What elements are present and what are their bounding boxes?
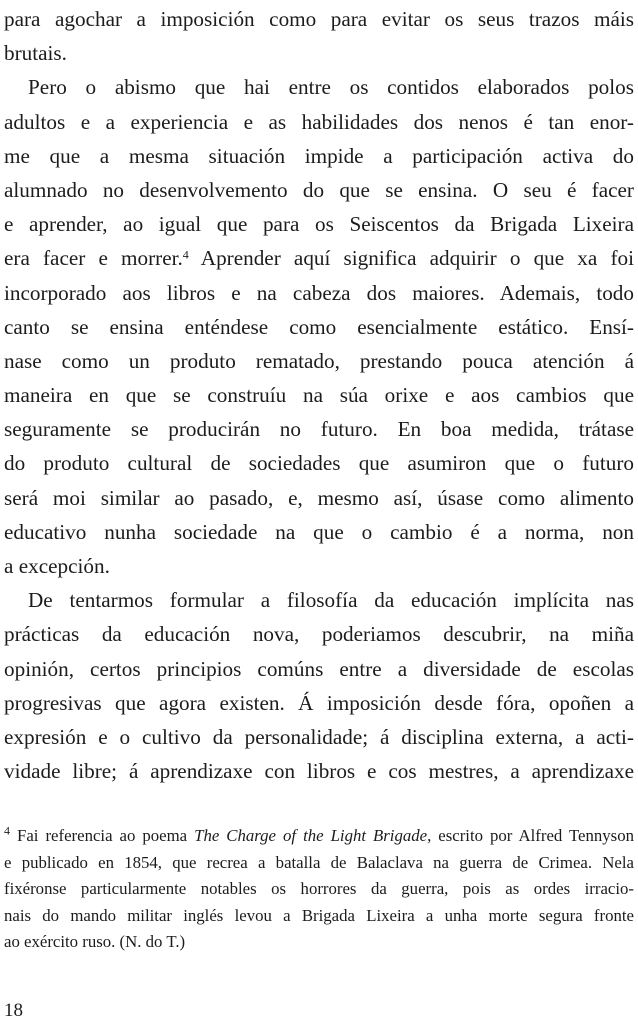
footnote-line: nais do mando militar inglés levou a Brigada Lixeira a unha morte segura fronte — [4, 905, 634, 925]
text-line: educativo nunha sociedade na que o cambio é a norma, non — [4, 519, 634, 544]
text-line: expresión e o cultivo da personalidade; á disciplina externa, a acti- — [4, 724, 634, 749]
text-line: seguramente se producirán no futuro. En boa medida, trátase — [4, 417, 634, 442]
footnote-line: ao exército ruso. (N. do T.) — [4, 932, 186, 951]
text-line: incorporado aos libros e na cabeza dos maiores. Ademais, todo — [4, 280, 634, 305]
text-line: me que a mesma situación impide a participación activa do — [4, 143, 634, 168]
footnote-line: e publicado en 1854, que recrea a batalla de Balaclava na guerra de Crimea. Nela — [4, 852, 634, 872]
footnote-number: 4 — [4, 823, 10, 838]
text-line: era facer e morrer.$^4$ Aprender aquí significa adquirir o que xa foi — [4, 246, 634, 271]
body-text — [4, 2, 634, 788]
text-line: para agochar a imposición como para evitar os seus trazos máis — [4, 7, 634, 31]
text-line: vidade libre; á aprendizaxe con libros e cos mestres, a aprendizaxe — [4, 759, 634, 784]
footnote-line: fixéronse particularmente notables os horrores da guerra, pois as ordes irracio- — [4, 879, 634, 898]
text-line: nase como un produto rematado, prestando pouca atención á — [4, 348, 634, 373]
poem-title: The Charge of the Light Brigade — [194, 826, 428, 845]
footnotes — [4, 823, 634, 956]
text-line: a excepción. — [4, 554, 110, 578]
text-line: Pero o abismo que hai entre os contidos elaborados polos — [28, 75, 634, 100]
text-line: canto se ensina enténdese como esencialmente estático. Ensí- — [4, 314, 634, 339]
text-line: será moi similar ao pasado, e, mesmo así, úsase como alimento — [4, 485, 634, 510]
text-line: De tentarmos formular a filosofía da educación implícita nas — [28, 588, 634, 613]
footnote-marker: 4 — [182, 247, 189, 262]
text-line: e aprender, ao igual que para os Seiscentos da Brigada Lixeira — [4, 212, 634, 237]
page-number: 18 — [4, 1000, 23, 1021]
text-line: progresivas que agora existen. Á imposición desde fóra, opoñen a — [4, 690, 634, 715]
text-line: prácticas da educación nova, poderiamos descubrir, na miña — [4, 622, 634, 647]
text-line: opinión, certos principios comúns entre a diversidade de escolas — [4, 656, 634, 681]
text-line: adultos e a experiencia e as habilidades dos nenos é tan enor- — [4, 109, 634, 134]
text-line: do produto cultural de sociedades que asumiron que o futuro — [4, 451, 634, 476]
footnote-line: $^4$ Fai referencia ao poema The Charge of the Light Brigade, escrito por Alfred Tennyson — [4, 823, 634, 845]
text-line: maneira en que se construíu na súa orixe e aos cambios que — [4, 383, 634, 408]
text-line: brutais. — [4, 41, 67, 66]
text-line: alumnado no desenvolvemento do que se ensina. O seu é facer — [4, 177, 634, 202]
